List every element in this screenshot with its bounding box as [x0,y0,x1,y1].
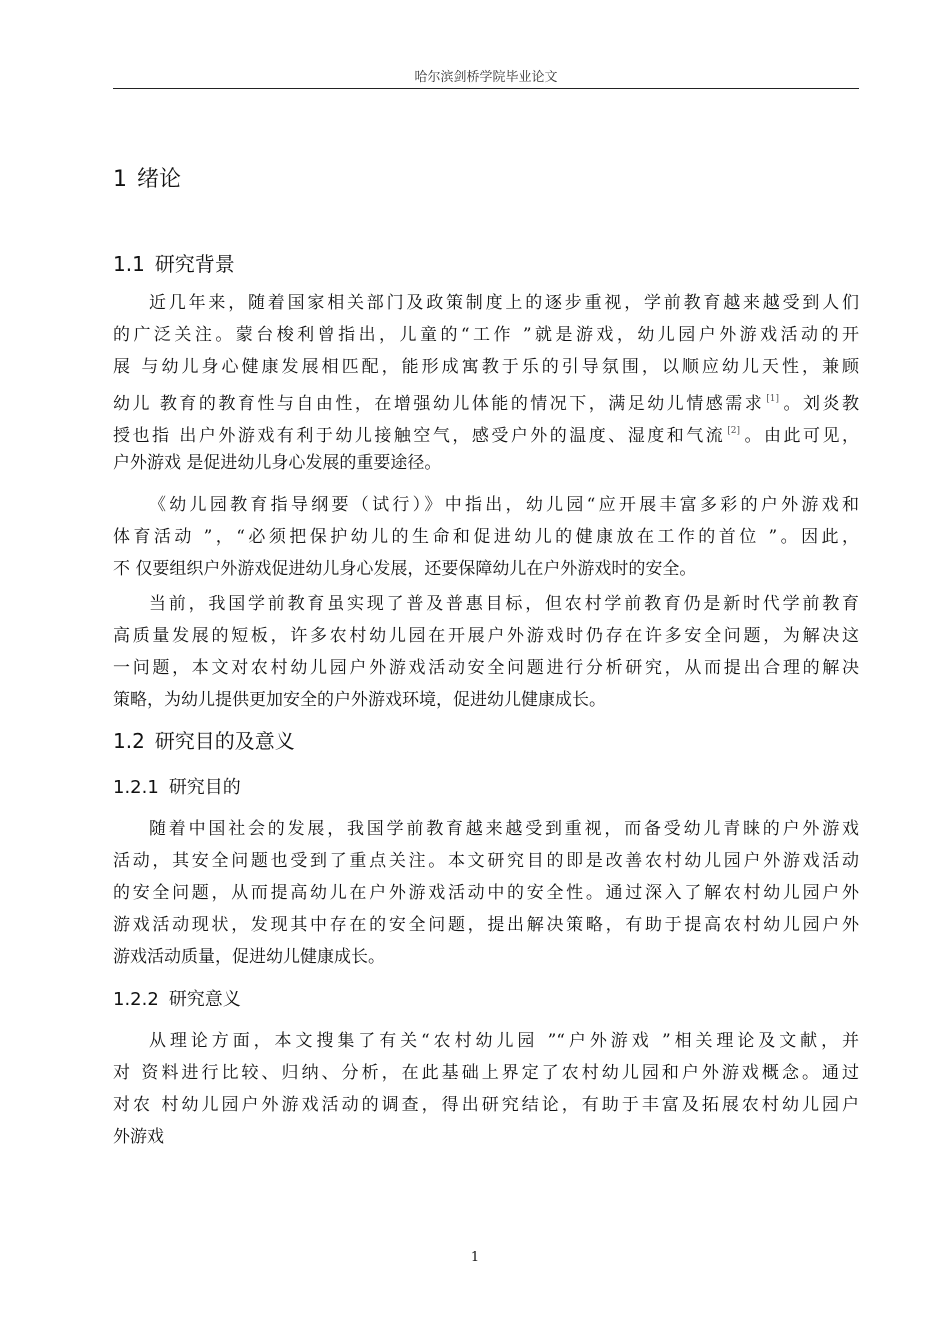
paragraph-line: 户外游戏 是促进幼儿身心发展的重要途径。 [113,453,442,473]
paragraph-line: 一问题，本文对农村幼儿园户外游戏活动安全问题进行分析研究，从而提出合理的解决 [113,658,859,678]
paragraph-line: 《幼儿园教育指导纲要（试行）》中指出，幼儿园“应开展丰富多彩的户外游戏和 [149,495,859,515]
section-heading-1-2 [113,725,295,754]
line-tail: 。刘炎教 [781,394,859,414]
paragraph-line: 对农 村幼儿园户外游戏活动的调查，得出研究结论，有助于丰富及拓展农村幼儿园户 [113,1095,859,1115]
paragraph-line: 随着中国社会的发展，我国学前教育越来越受到重视，而备受幼儿青睐的户外游戏 [149,819,859,839]
paragraph-line: 游戏活动现状，发现其中存在的安全问题，提出解决策略，有助于提高农村幼儿园户外 [113,915,859,935]
citation-2[interactable]: [2] [727,426,741,436]
paragraph-line: 外游戏 [113,1127,164,1147]
paragraph-line: 的广泛关注。蒙台梭利曾指出，儿童的“工作 ”就是游戏，幼儿园户外游戏活动的开 [113,325,859,345]
paragraph-background-3 [113,588,859,716]
section-heading-1-1 [113,248,235,277]
section-title: 研究目的及意义 [154,729,295,753]
line-tail: 。由此可见， [742,426,860,446]
line-text: 授也指 出户外游戏有利于幼儿接触空气，感受户外的温度、湿度和气流 [113,426,726,446]
paragraph-purpose [113,813,859,973]
paragraph-line: 对 资料进行比较、归纳、分析，在此基础上界定了农村幼儿园和户外游戏概念。通过 [113,1063,859,1083]
section-number: 1.1 [113,252,145,276]
paragraph-line: 当前，我国学前教育虽实现了普及普惠目标，但农村学前教育仍是新时代学前教育 [149,594,859,614]
subsection-title: 研究目的 [168,777,241,798]
page-number: 1 [470,1250,480,1265]
chapter-number: 1 [113,167,127,192]
chapter-title: 绪论 [137,167,182,192]
paragraph-line: 活动，其安全问题也受到了重点关注。本文研究目的即是改善农村幼儿园户外游戏活动 [113,851,859,871]
paragraph-line: 体育活动 ”，“必须把保护幼儿的生命和促进幼儿的健康放在工作的首位 ”。因此， [113,527,859,547]
paragraph-line: 不 仅要组织户外游戏促进幼儿身心发展，还要保障幼儿在户外游戏时的安全。 [113,559,697,579]
citation-1[interactable]: [1] [766,394,780,404]
paragraph-line: 策略，为幼儿提供更加安全的户外游戏环境，促进幼儿健康成长。 [113,690,606,710]
paragraph-line: 近几年来，随着国家相关部门及政策制度上的逐步重视，学前教育越来越受到人们 [149,293,859,313]
subsection-number: 1.2.1 [113,777,159,798]
paragraph-line: 从理论方面，本文搜集了有关“农村幼儿园 ”“户外游戏 ”相关理论及文献，并 [149,1031,859,1051]
paragraph-line: 展 与幼儿身心健康发展相匹配，能形成寓教于乐的引导氛围，以顺应幼儿天性，兼顾 [113,357,859,377]
header-divider [113,88,859,89]
paragraph-significance [113,1025,859,1153]
paragraph-line [113,415,859,447]
paragraph-line: 高质量发展的短板，许多农村幼儿园在开展户外游戏时仍存在许多安全问题，为解决这 [113,626,859,646]
paragraph-line: 的安全问题，从而提高幼儿在户外游戏活动中的安全性。通过深入了解农村幼儿园户外 [113,883,859,903]
section-number: 1.2 [113,729,145,753]
subsection-heading-1-2-1 [113,773,241,799]
paragraph-background-2 [113,489,859,585]
line-text: 幼儿 教育的教育性与自由性，在增强幼儿体能的情况下，满足幼儿情感需求 [113,394,765,414]
section-title: 研究背景 [154,252,235,276]
paragraph-line [113,383,859,415]
subsection-heading-1-2-2 [113,985,241,1011]
subsection-title: 研究意义 [168,989,241,1010]
page-header: 哈尔滨剑桥学院毕业论文 [414,70,558,85]
chapter-heading [113,162,181,193]
subsection-number: 1.2.2 [113,989,159,1010]
paragraph-background-1 [113,287,859,479]
paragraph-line: 游戏活动质量，促进幼儿健康成长。 [113,947,385,967]
